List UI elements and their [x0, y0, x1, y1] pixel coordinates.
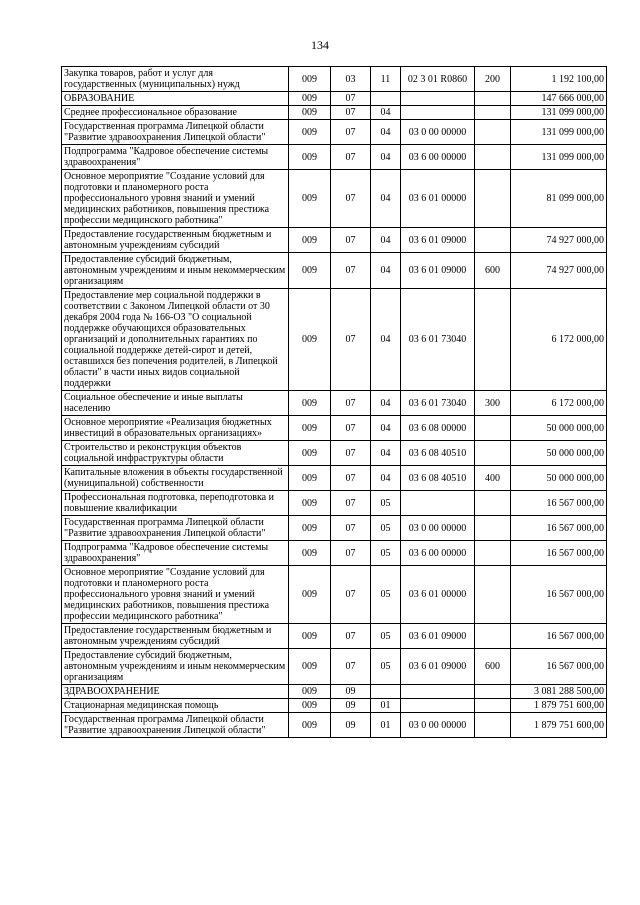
cell-name: Среднее профессиональное образование	[62, 106, 289, 120]
table-row	[62, 391, 607, 416]
cell-target-article: 03 6 08 40510	[401, 466, 475, 491]
cell-section-code: 09	[331, 685, 371, 699]
cell-amount: 16 567 000,00	[511, 649, 607, 685]
cell-amount: 131 099 000,00	[511, 145, 607, 170]
cell-target-article: 03 6 01 09000	[401, 228, 475, 253]
cell-expense-type	[475, 170, 511, 228]
table-row	[62, 713, 607, 738]
table-row	[62, 491, 607, 516]
cell-amount: 16 567 000,00	[511, 566, 607, 624]
table-row	[62, 699, 607, 713]
table-row	[62, 228, 607, 253]
cell-ministry-code: 009	[289, 391, 331, 416]
cell-name: Капитальные вложения в объекты государственной (муниципальной) собственности	[62, 466, 289, 491]
cell-expense-type	[475, 624, 511, 649]
cell-ministry-code: 009	[289, 441, 331, 466]
cell-target-article: 03 6 08 40510	[401, 441, 475, 466]
cell-expense-type: 600	[475, 649, 511, 685]
budget-table	[61, 66, 607, 738]
cell-name: Строительство и реконструкция объектов социальной инфраструктуры области	[62, 441, 289, 466]
cell-amount: 3 081 288 500,00	[511, 685, 607, 699]
cell-subsection-code: 05	[371, 649, 401, 685]
cell-amount: 16 567 000,00	[511, 541, 607, 566]
table-body	[62, 67, 607, 738]
cell-target-article	[401, 106, 475, 120]
cell-expense-type	[475, 491, 511, 516]
cell-expense-type	[475, 416, 511, 441]
cell-subsection-code: 04	[371, 391, 401, 416]
cell-section-code: 07	[331, 92, 371, 106]
cell-section-code: 09	[331, 699, 371, 713]
cell-amount: 50 000 000,00	[511, 441, 607, 466]
cell-expense-type	[475, 289, 511, 391]
cell-target-article: 03 6 08 00000	[401, 416, 475, 441]
cell-name: Подпрограмма "Кадровое обеспечение системы здравоохранения"	[62, 541, 289, 566]
cell-ministry-code: 009	[289, 145, 331, 170]
cell-section-code: 03	[331, 67, 371, 92]
cell-amount: 131 099 000,00	[511, 120, 607, 145]
cell-subsection-code: 04	[371, 253, 401, 289]
cell-subsection-code	[371, 92, 401, 106]
table-row	[62, 253, 607, 289]
cell-subsection-code: 05	[371, 624, 401, 649]
cell-name: Закупка товаров, работ и услуг для государственных (муниципальных) нужд	[62, 67, 289, 92]
cell-ministry-code: 009	[289, 170, 331, 228]
cell-ministry-code: 009	[289, 566, 331, 624]
cell-section-code: 07	[331, 391, 371, 416]
table-row	[62, 416, 607, 441]
cell-name: Предоставление государственным бюджетным и автономным учреждениям субсидий	[62, 228, 289, 253]
cell-subsection-code: 05	[371, 491, 401, 516]
cell-subsection-code: 01	[371, 713, 401, 738]
cell-amount: 1 879 751 600,00	[511, 699, 607, 713]
cell-ministry-code: 009	[289, 416, 331, 441]
page-number: 134	[311, 38, 329, 52]
cell-target-article	[401, 491, 475, 516]
cell-target-article	[401, 699, 475, 713]
cell-name: Предоставление мер социальной поддержки в соответствии с Законом Липецкой области от 30 декабря 2004 года № 166-ОЗ "О социальной поддержке обучающихся образовательных организаций и дополнительных гарантиях по социальной поддержке детей-сирот и детей, оставшихся без попечения родителей, в Липецкой области" в части иных видов социальной поддержки	[62, 289, 289, 391]
cell-expense-type	[475, 228, 511, 253]
cell-subsection-code: 05	[371, 516, 401, 541]
cell-target-article: 03 6 01 00000	[401, 566, 475, 624]
cell-expense-type	[475, 145, 511, 170]
cell-amount: 1 192 100,00	[511, 67, 607, 92]
cell-section-code: 07	[331, 541, 371, 566]
cell-subsection-code: 04	[371, 106, 401, 120]
cell-ministry-code: 009	[289, 713, 331, 738]
cell-subsection-code: 04	[371, 145, 401, 170]
table-row	[62, 541, 607, 566]
cell-ministry-code: 009	[289, 120, 331, 145]
cell-target-article: 03 6 01 73040	[401, 391, 475, 416]
cell-expense-type: 600	[475, 253, 511, 289]
cell-amount: 16 567 000,00	[511, 491, 607, 516]
cell-ministry-code: 009	[289, 649, 331, 685]
table-row	[62, 624, 607, 649]
cell-amount: 6 172 000,00	[511, 289, 607, 391]
cell-expense-type	[475, 713, 511, 738]
table-row	[62, 516, 607, 541]
cell-subsection-code: 04	[371, 466, 401, 491]
cell-amount: 74 927 000,00	[511, 228, 607, 253]
cell-ministry-code: 009	[289, 624, 331, 649]
cell-ministry-code: 009	[289, 289, 331, 391]
cell-name: Государственная программа Липецкой области "Развитие здравоохранения Липецкой области"	[62, 516, 289, 541]
cell-section-code: 07	[331, 566, 371, 624]
cell-subsection-code: 04	[371, 289, 401, 391]
cell-target-article: 02 3 01 R0860	[401, 67, 475, 92]
cell-section-code: 07	[331, 624, 371, 649]
cell-section-code: 07	[331, 441, 371, 466]
cell-name: ЗДРАВООХРАНЕНИЕ	[62, 685, 289, 699]
cell-amount: 50 000 000,00	[511, 416, 607, 441]
cell-ministry-code: 009	[289, 516, 331, 541]
cell-subsection-code: 04	[371, 120, 401, 145]
table-row	[62, 145, 607, 170]
cell-amount: 147 666 000,00	[511, 92, 607, 106]
cell-expense-type: 200	[475, 67, 511, 92]
cell-target-article: 03 0 00 00000	[401, 120, 475, 145]
cell-section-code: 09	[331, 713, 371, 738]
cell-target-article: 03 6 00 00000	[401, 145, 475, 170]
cell-amount: 81 099 000,00	[511, 170, 607, 228]
cell-ministry-code: 009	[289, 491, 331, 516]
cell-subsection-code	[371, 685, 401, 699]
cell-name: Основное мероприятие "Создание условий для подготовки и планомерного роста профессионального уровня знаний и умений медицинских работников, повышения престижа профессии медицинского работника"	[62, 170, 289, 228]
cell-ministry-code: 009	[289, 67, 331, 92]
cell-subsection-code: 05	[371, 566, 401, 624]
cell-target-article: 03 0 00 00000	[401, 516, 475, 541]
cell-target-article: 03 6 01 73040	[401, 289, 475, 391]
cell-subsection-code: 04	[371, 170, 401, 228]
cell-ministry-code: 009	[289, 106, 331, 120]
table-row	[62, 92, 607, 106]
cell-subsection-code: 11	[371, 67, 401, 92]
cell-section-code: 07	[331, 120, 371, 145]
table-row	[62, 170, 607, 228]
cell-expense-type	[475, 92, 511, 106]
cell-amount: 6 172 000,00	[511, 391, 607, 416]
cell-target-article	[401, 92, 475, 106]
table-row	[62, 106, 607, 120]
cell-ministry-code: 009	[289, 228, 331, 253]
cell-name: Основное мероприятие "Создание условий для подготовки и планомерного роста профессионального уровня знаний и умений медицинских работников, повышения престижа профессии медицинского работника"	[62, 566, 289, 624]
cell-name: Государственная программа Липецкой области "Развитие здравоохранения Липецкой области"	[62, 120, 289, 145]
cell-section-code: 07	[331, 228, 371, 253]
cell-name: Государственная программа Липецкой области "Развитие здравоохранения Липецкой области"	[62, 713, 289, 738]
cell-section-code: 07	[331, 491, 371, 516]
cell-expense-type	[475, 441, 511, 466]
cell-subsection-code: 05	[371, 541, 401, 566]
table-row	[62, 120, 607, 145]
cell-section-code: 07	[331, 416, 371, 441]
cell-amount: 131 099 000,00	[511, 106, 607, 120]
cell-expense-type: 300	[475, 391, 511, 416]
table-row	[62, 649, 607, 685]
cell-target-article: 03 6 01 09000	[401, 649, 475, 685]
cell-expense-type: 400	[475, 466, 511, 491]
cell-target-article: 03 6 00 00000	[401, 541, 475, 566]
cell-section-code: 07	[331, 106, 371, 120]
cell-expense-type	[475, 516, 511, 541]
cell-amount: 1 879 751 600,00	[511, 713, 607, 738]
cell-section-code: 07	[331, 516, 371, 541]
cell-section-code: 07	[331, 289, 371, 391]
table-row	[62, 441, 607, 466]
cell-amount: 50 000 000,00	[511, 466, 607, 491]
cell-ministry-code: 009	[289, 541, 331, 566]
cell-name: Предоставление субсидий бюджетным, автономным учреждениям и иным некоммерческим организациям	[62, 253, 289, 289]
table-row	[62, 685, 607, 699]
cell-amount: 16 567 000,00	[511, 516, 607, 541]
table-row	[62, 67, 607, 92]
cell-subsection-code: 04	[371, 416, 401, 441]
cell-expense-type	[475, 685, 511, 699]
table-row	[62, 466, 607, 491]
cell-ministry-code: 009	[289, 685, 331, 699]
cell-section-code: 07	[331, 145, 371, 170]
cell-ministry-code: 009	[289, 253, 331, 289]
cell-amount: 16 567 000,00	[511, 624, 607, 649]
cell-target-article: 03 6 01 00000	[401, 170, 475, 228]
cell-expense-type	[475, 120, 511, 145]
table-row	[62, 289, 607, 391]
cell-name: Предоставление государственным бюджетным и автономным учреждениям субсидий	[62, 624, 289, 649]
cell-ministry-code: 009	[289, 699, 331, 713]
cell-section-code: 07	[331, 253, 371, 289]
cell-section-code: 07	[331, 649, 371, 685]
cell-expense-type	[475, 566, 511, 624]
cell-name: Профессиональная подготовка, переподготовка и повышение квалификации	[62, 491, 289, 516]
cell-section-code: 07	[331, 466, 371, 491]
cell-subsection-code: 01	[371, 699, 401, 713]
cell-ministry-code: 009	[289, 92, 331, 106]
cell-target-article	[401, 685, 475, 699]
cell-expense-type	[475, 106, 511, 120]
cell-expense-type	[475, 541, 511, 566]
cell-subsection-code: 04	[371, 228, 401, 253]
cell-section-code: 07	[331, 170, 371, 228]
cell-subsection-code: 04	[371, 441, 401, 466]
cell-target-article: 03 6 01 09000	[401, 624, 475, 649]
cell-target-article: 03 0 00 00000	[401, 713, 475, 738]
cell-name: Предоставление субсидий бюджетным, автономным учреждениям и иным некоммерческим организациям	[62, 649, 289, 685]
cell-amount: 74 927 000,00	[511, 253, 607, 289]
cell-name: Социальное обеспечение и иные выплаты населению	[62, 391, 289, 416]
cell-ministry-code: 009	[289, 466, 331, 491]
cell-target-article: 03 6 01 09000	[401, 253, 475, 289]
cell-name: ОБРАЗОВАНИЕ	[62, 92, 289, 106]
cell-name: Стационарная медицинская помощь	[62, 699, 289, 713]
cell-name: Основное мероприятие «Реализация бюджетных инвестиций в образовательных организациях»	[62, 416, 289, 441]
cell-name: Подпрограмма "Кадровое обеспечение системы здравоохранения"	[62, 145, 289, 170]
cell-expense-type	[475, 699, 511, 713]
table-row	[62, 566, 607, 624]
